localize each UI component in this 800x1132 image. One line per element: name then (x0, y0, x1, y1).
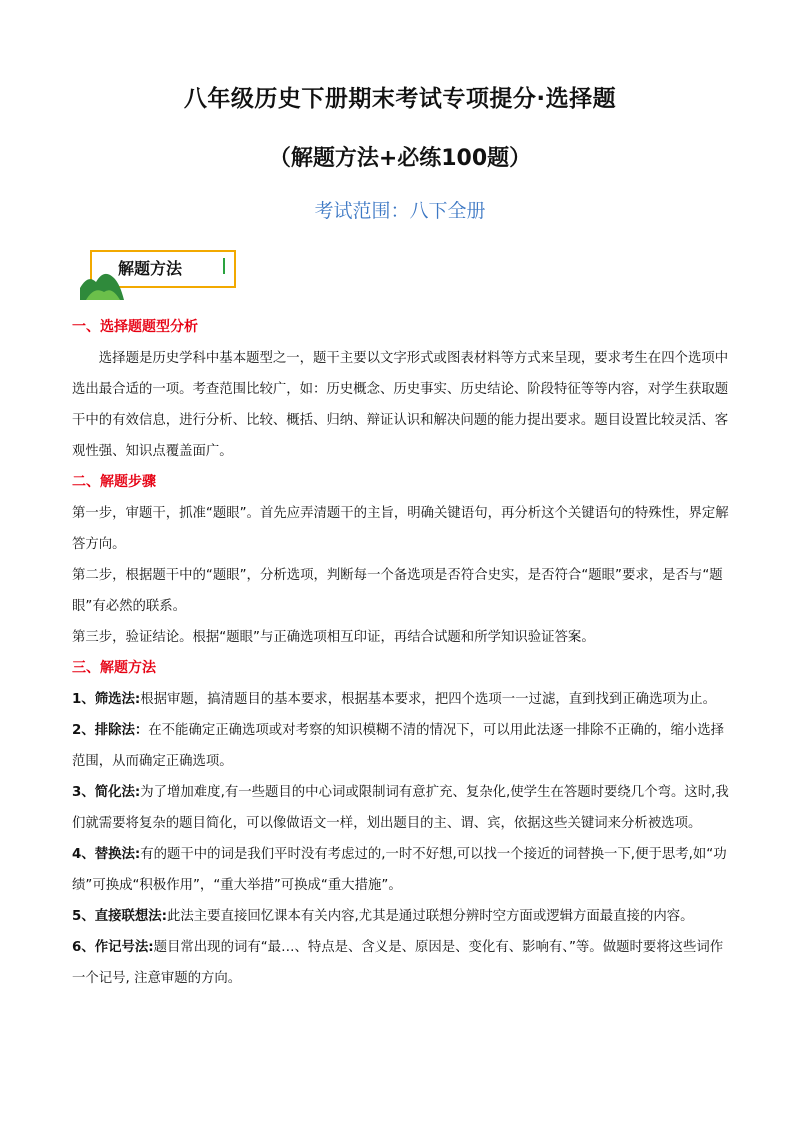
method-item (72, 901, 732, 932)
method-item (72, 932, 732, 994)
document-title: 八年级历史下册期末考试专项提分·选择题 (183, 86, 617, 112)
content-body (72, 312, 732, 994)
method-name: 6、作记号法: (72, 940, 154, 955)
section-heading: 一、选择题题型分析 (72, 319, 198, 335)
method-name: 2、排除法： (72, 723, 149, 738)
method-item (72, 715, 732, 777)
method-item (72, 684, 732, 715)
step-item: 第一步，审题干，抓准“题眼”。首先应弄清题干的主旨，明确关键语句，再分析这个关键语句的特殊性，界定解答方向。 (72, 506, 729, 552)
section-heading: 二、解题步骤 (72, 474, 156, 490)
badge-accent-bar (223, 258, 225, 274)
method-text: 题目常出现的词有“最…、特点是、含义是、原因是、变化有、影响有、”等。做题时要将这些词作一个记号, 注意审题的方向。 (72, 940, 724, 986)
method-text: 在不能确定正确选项或对考察的知识模糊不清的情况下，可以用此法逐一排除不正确的，缩小选择范围，从而确定正确选项。 (72, 723, 725, 769)
analysis-paragraph: 选择题是历史学科中基本题型之一，题干主要以文字形式或图表材料等方式来呈现，要求考生在四个选项中选出最合适的一项。考查范围比较广，如：历史概念、历史事实、历史结论、阶段特征等等内容，对学生获取题干中的有效信息，进行分析、比较、概括、归纳、辩证认识和解决问题的能力提出要求。题目设置比较灵活、客观性强、知识点覆盖面广。 (72, 351, 729, 459)
exam-scope: 考试范围：八下全册 (314, 200, 486, 222)
section-heading: 三、解题方法 (72, 660, 156, 676)
method-item (72, 839, 732, 901)
document-subtitle: （解题方法+必练100题） (268, 146, 532, 171)
badge-label: 解题方法 (118, 259, 183, 278)
method-name: 1、筛选法: (72, 692, 141, 707)
step-item: 第二步，根据题干中的“题眼”，分析选项，判断每一个备选项是否符合史实，是否符合“题眼”要求，是否与“题眼”有必然的联系。 (72, 568, 723, 614)
method-item (72, 777, 732, 839)
method-name: 4、替换法: (72, 847, 141, 862)
method-name: 5、直接联想法: (72, 909, 168, 924)
section-badge (80, 248, 272, 300)
step-item: 第三步，验证结论。根据“题眼”与正确选项相互印证，再结合试题和所学知识验证答案。 (72, 630, 595, 645)
method-name: 3、简化法: (72, 785, 141, 800)
method-text: 根据审题，搞清题目的基本要求，根据基本要求，把四个选项一一过滤，直到找到正确选项为止。 (140, 692, 717, 707)
method-text: 有的题干中的词是我们平时没有考虑过的,一时不好想,可以找一个接近的词替换一下,便于思考,如“功绩”可换成“积极作用”，“重大举措”可换成“重大措施”。 (72, 847, 727, 893)
method-text: 为了增加难度,有一些题目的中心词或限制词有意扩充、复杂化,使学生在答题时要绕几个弯。这时,我们就需要将复杂的题目简化，可以像做语文一样，划出题目的主、谓、宾，依据这些关键词来分析被选项。 (72, 785, 729, 831)
method-text: 此法主要直接回忆课本有关内容,尤其是通过联想分辨时空方面或逻辑方面最直接的内容。 (167, 909, 694, 924)
